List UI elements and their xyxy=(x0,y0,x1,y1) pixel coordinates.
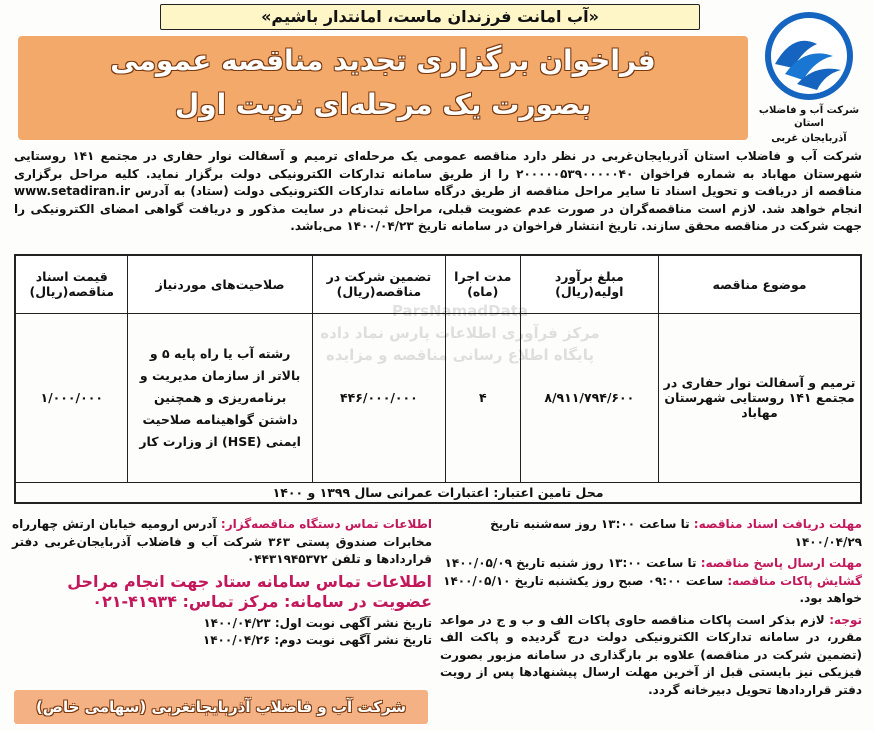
water-wave-logo-icon xyxy=(763,10,855,102)
title-line-1: فراخوان برگزاری تجدید مناقصه عمومی xyxy=(110,44,656,77)
intro-paragraph: شرکت آب و فاضلاب استان آذربایجان‌غربی در نظر دارد مناقصه عمومی یک مرحله‌ای ترمیم و آسفالت نوار حفاری در مجتمع ۱۴۱ روستایی شهرستان مهاباد به شماره فراخوان ۲۰۰۰۰۰۵۳۹۰۰۰۰۰۴۰ را از طریق سامانه تدارکات الکترونیکی دولت برگزار نماید. کلیه مراحل برگزاری مناقصه از دریافت و تحویل اسناد تا سایر مراحل مناقصه از طریق درگاه سامانه تدارکات الکترونیکی دولت (ستاد) به آدرس www.setadiran.ir انجام خواهد شد. لازم است مناقصه‌گران در صورت عدم عضویت قبلی، مراحل ثبت‌نام در سایت مذکور و دریافت گواهی امضای الکترونیکی را جهت شرکت در مناقصه محقق سازند. تاریخ انتشار فراخوان در سامانه تاریخ ۱۴۰۰/۰۴/۲۳ می‌باشد. xyxy=(14,149,863,233)
publish-second-date: تاریخ نشر آگهی نوبت دوم: ۱۴۰۰/۰۴/۲۶ xyxy=(202,633,432,647)
contact-label: اطلاعات تماس دستگاه مناقصه‌گزار: xyxy=(220,517,433,531)
opening-time xyxy=(440,573,862,608)
publish-first-date: تاریخ نشر آگهی نوبت اول: ۱۴۰۰/۰۴/۲۳ xyxy=(203,615,432,630)
setad-contact: اطلاعات تماس سامانه ستاد جهت انجام مراحل عضویت در سامانه: مرکز تماس: ۴۱۹۳۴-۰۲۱ xyxy=(67,571,432,611)
tender-table xyxy=(14,254,862,504)
funding-source: محل تامین اعتبار: اعتبارات عمرانی سال ۱۳۹۹ و ۱۴۰۰ xyxy=(15,482,861,503)
ad-header xyxy=(0,0,874,145)
deadlines-section xyxy=(440,516,862,699)
watermark-line-3: پایگاه اطلاع رسانی مناقصه و مزایده xyxy=(326,346,594,364)
submit-value: تا ساعت ۱۳:۰۰ روز شنبه تاریخ ۱۴۰۰/۰۵/۰۹ xyxy=(444,556,697,570)
cell-duration: ۴ xyxy=(445,313,520,482)
cell-qualifications: رشته آب یا راه پایه ۵ و بالاتر از سازمان مدیریت و برنامه‌ریزی و همچنین داشتن گواهینامه صلاحیت ایمنی (HSE) از وزارت کار xyxy=(128,313,312,482)
company-logo xyxy=(750,4,868,144)
cell-subject: ترمیم و آسفالت نوار حفاری در مجتمع ۱۴۱ روستایی شهرستان مهاباد xyxy=(659,313,861,482)
col-guarantee-header: تضمین شرکت در مناقصه(ریال) xyxy=(312,255,445,313)
col-doc-price-header: قیمت اسناد مناقصه(ریال) xyxy=(15,255,128,313)
receive-label: مهلت دریافت اسناد مناقصه: xyxy=(693,517,862,531)
submit-deadline xyxy=(440,555,862,573)
col-estimate-header: مبلغ برآورد اولیه(ریال) xyxy=(520,255,659,313)
col-duration-header: مدت اجرا (ماه) xyxy=(445,255,520,313)
cell-guarantee: ۴۴۶/۰۰۰/۰۰۰ xyxy=(312,313,445,482)
slogan-box: «آب امانت فرزندان ماست، امانتدار باشیم» xyxy=(160,4,700,30)
contact-value: آدرس ارومیه خیابان ارتش چهارراه مخابرات صندوق پستی ۳۶۳ شرکت آب و فاضلاب آذربایجان‌غربی دفتر قراردادها و تلفن ۰۴۴۳۱۹۴۵۳۷۲ xyxy=(12,517,432,566)
col-subject-header: موضوع مناقصه xyxy=(659,255,861,313)
title-line-2: بصورت یک مرحله‌ای نوبت اول xyxy=(174,88,592,121)
cell-doc-price: ۱/۰۰۰/۰۰۰ xyxy=(15,313,128,482)
title-banner xyxy=(18,36,748,140)
open-value: ساعت ۰۹:۰۰ صبح روز یکشنبه تاریخ ۱۴۰۰/۰۵/۱۰ خواهد بود. xyxy=(443,573,862,605)
note-value: لازم بذکر است پاکات مناقصه حاوی پاکات الف و ب و ج در مواعد مقرر، در سامانه تدارکات الکترونیکی دولت درج گردیده و پاکت الف (تضمین شرکت در مناقصه) علاوه بر بارگذاری در سامانه مزبور بصورت فیزیکی نیز بایستی قبل از آخرین مهلت ارسال پیشنهادها پس از رویت دفتر قراردادها تحویل دبیرخانه گردد. xyxy=(440,612,862,697)
receive-deadline xyxy=(440,516,862,551)
company-footer: شرکت آب و فاضلاب آذربایجانغربی (سهامی خاص) xyxy=(14,690,428,724)
logo-caption-1: شرکت آب و فاضلاب استان xyxy=(758,105,860,129)
open-label: گشایش پاکات مناقصه: xyxy=(727,573,862,588)
watermark xyxy=(250,300,670,366)
watermark-line-2: مرکز فرآوری اطلاعات پارس نماد داده xyxy=(320,324,600,342)
contact-info xyxy=(12,516,432,569)
note-label: توجه: xyxy=(829,612,862,627)
contact-section xyxy=(12,516,432,650)
submit-label: مهلت ارسال پاسخ مناقصه: xyxy=(700,556,862,570)
cell-estimate: ۸/۹۱۱/۷۹۴/۶۰۰ xyxy=(520,313,659,482)
receive-value: تا ساعت ۱۳:۰۰ روز سه‌شنبه تاریخ ۱۴۰۰/۰۴/۲۹ xyxy=(490,517,862,549)
funding-row xyxy=(15,482,861,503)
note xyxy=(440,612,862,700)
watermark-line-1: ParsNamadData xyxy=(391,302,529,320)
logo-caption-2: آذربایجان غربی xyxy=(771,133,847,144)
col-qualifications-header: صلاحیت‌های موردنیاز xyxy=(128,255,312,313)
